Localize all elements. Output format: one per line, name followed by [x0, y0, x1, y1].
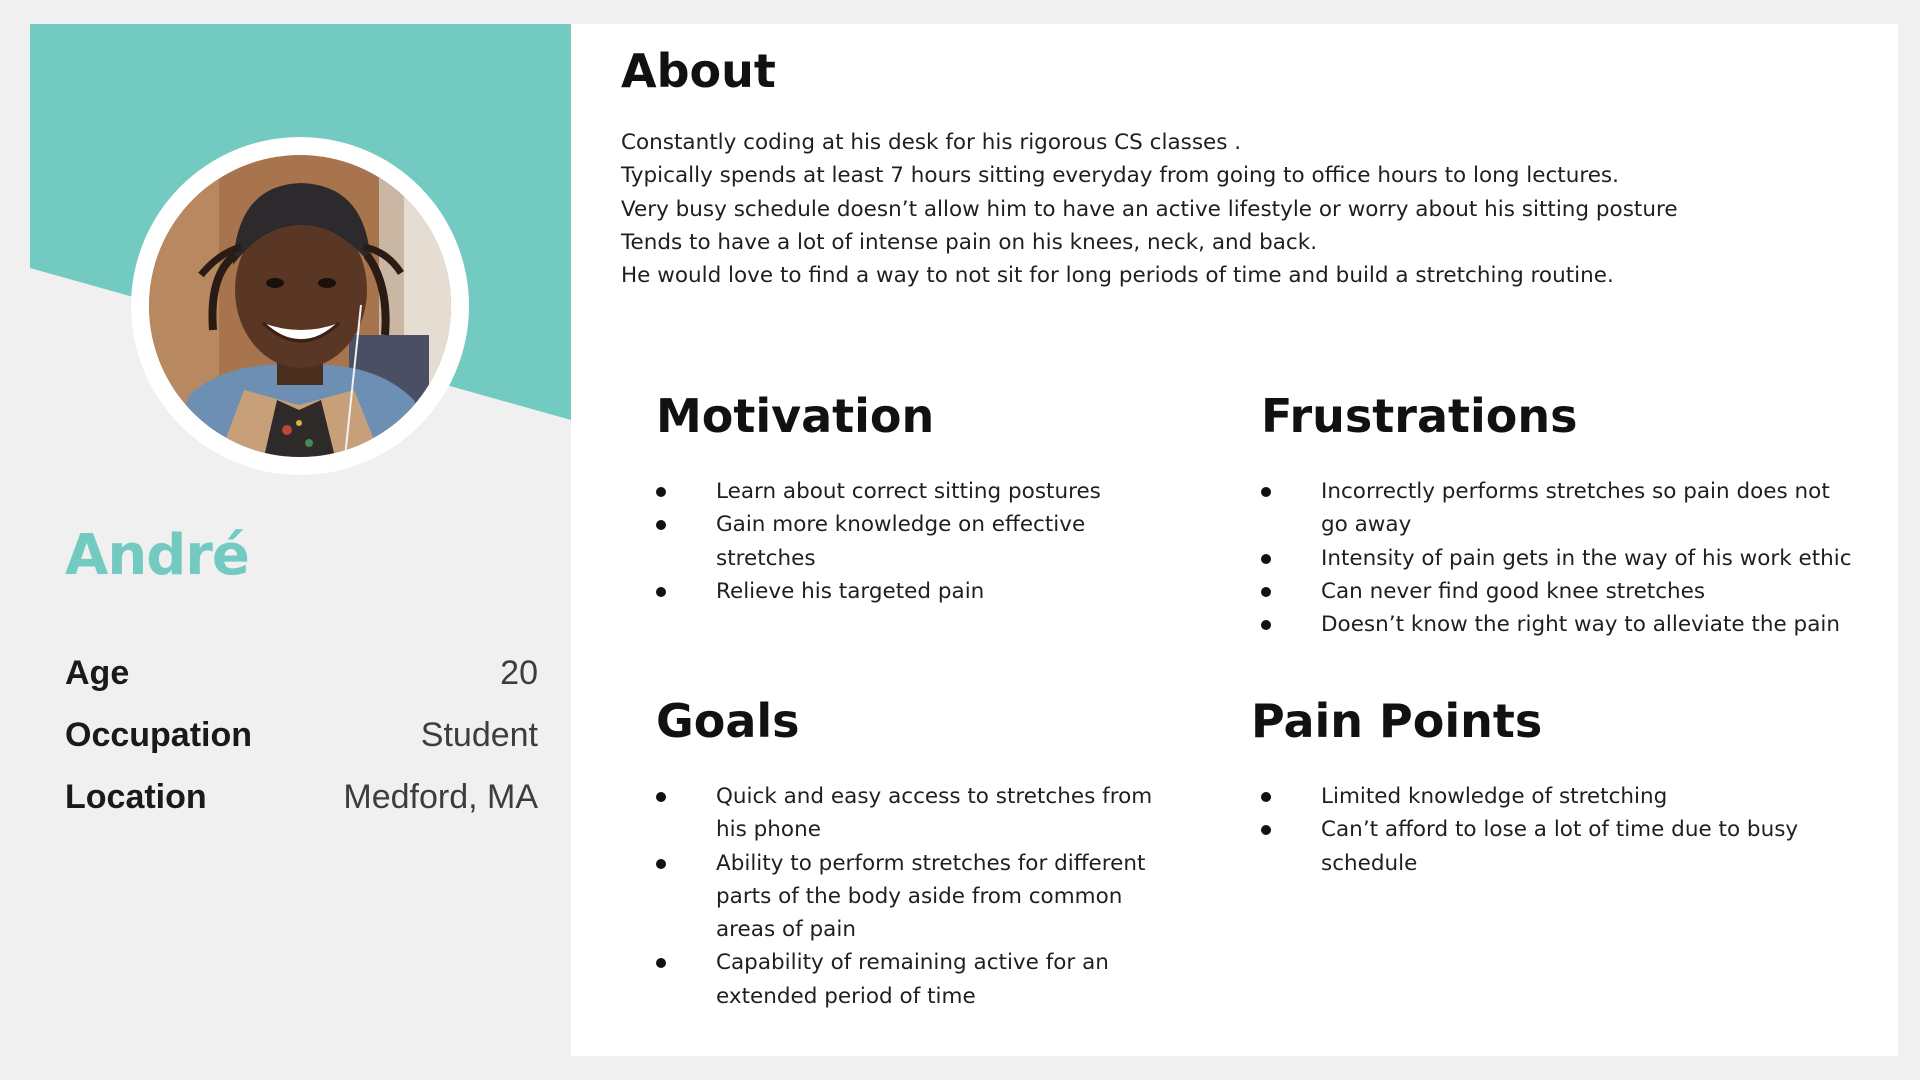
motivation-heading: Motivation — [656, 389, 935, 443]
list-item — [1261, 542, 1861, 575]
list-item-text: Ability to perform stretches for different parts of the body aside from common areas of pain — [716, 850, 1146, 943]
bullet-icon — [1261, 487, 1271, 497]
about-line: Constantly coding at his desk for his rigorous CS classes . — [621, 130, 1242, 155]
list-item — [1261, 780, 1821, 813]
avatar-photo — [149, 155, 451, 457]
list-item-text: Quick and easy access to stretches from his phone — [716, 784, 1153, 843]
occupation-value: Student — [420, 716, 538, 754]
occupation-label: Occupation — [65, 716, 253, 754]
persona-name: André — [65, 523, 249, 588]
list-item — [1261, 475, 1861, 542]
avatar — [131, 137, 469, 475]
about-line: Tends to have a lot of intense pain on his knees, neck, and back. — [621, 229, 1318, 255]
list-item — [656, 847, 1176, 947]
goals-list — [656, 780, 1176, 1013]
bullet-icon — [1261, 554, 1271, 564]
list-item — [656, 475, 1156, 508]
content-card — [571, 24, 1898, 1056]
list-item — [656, 780, 1176, 847]
pain-points-list — [1261, 780, 1821, 880]
bullet-icon — [1261, 792, 1271, 802]
bullet-icon — [656, 859, 666, 869]
location-label: Location — [65, 778, 207, 816]
bullet-icon — [1261, 587, 1271, 597]
goals-heading: Goals — [656, 694, 800, 748]
age-label: Age — [65, 654, 130, 692]
list-item — [656, 508, 1156, 575]
list-item — [1261, 813, 1821, 880]
bullet-icon — [1261, 620, 1271, 630]
profile-panel — [30, 24, 571, 1056]
frustrations-heading: Frustrations — [1261, 389, 1578, 443]
about-line: He would love to find a way to not sit for long periods of time and build a stretching routine. — [621, 263, 1614, 289]
list-item-text: Intensity of pain gets in the way of his work ethic — [1321, 545, 1852, 571]
bullet-icon — [656, 520, 666, 530]
list-item-text: Capability of remaining active for an extended period of time — [716, 950, 1109, 1009]
list-item-text: Gain more knowledge on effective stretches — [716, 512, 1086, 571]
list-item-text: Limited knowledge of stretching — [1321, 784, 1668, 809]
about-text — [621, 126, 1861, 292]
detail-row-occupation — [65, 710, 538, 760]
list-item — [656, 946, 1176, 1013]
bullet-icon — [656, 792, 666, 802]
bullet-icon — [656, 587, 666, 597]
list-item-text: Can’t afford to lose a lot of time due to busy schedule — [1321, 817, 1799, 876]
bullet-icon — [1261, 825, 1271, 835]
bullet-icon — [656, 958, 666, 968]
age-value: 20 — [500, 654, 538, 692]
bullet-icon — [656, 487, 666, 497]
list-item-text: Can never find good knee stretches — [1321, 578, 1706, 604]
list-item — [1261, 575, 1861, 608]
frustrations-list — [1261, 475, 1861, 641]
list-item — [656, 575, 1156, 608]
pain-points-heading: Pain Points — [1251, 694, 1543, 748]
motivation-list — [656, 475, 1156, 608]
about-heading: About — [621, 44, 776, 98]
list-item-text: Incorrectly performs stretches so pain does not go away — [1321, 479, 1830, 538]
list-item-text: Learn about correct sitting postures — [716, 479, 1101, 504]
detail-row-location — [65, 772, 538, 822]
location-value: Medford, MA — [343, 778, 538, 816]
list-item-text: Relieve his targeted pain — [716, 578, 985, 604]
portrait-illustration — [149, 155, 451, 457]
list-item — [1261, 608, 1861, 641]
list-item-text: Doesn’t know the right way to alleviate the pain — [1321, 612, 1840, 638]
about-line: Very busy schedule doesn’t allow him to have an active lifestyle or worry about his sitting posture — [621, 196, 1678, 222]
detail-row-age — [65, 648, 538, 698]
about-line: Typically spends at least 7 hours sitting everyday from going to office hours to long lectures. — [621, 163, 1619, 189]
